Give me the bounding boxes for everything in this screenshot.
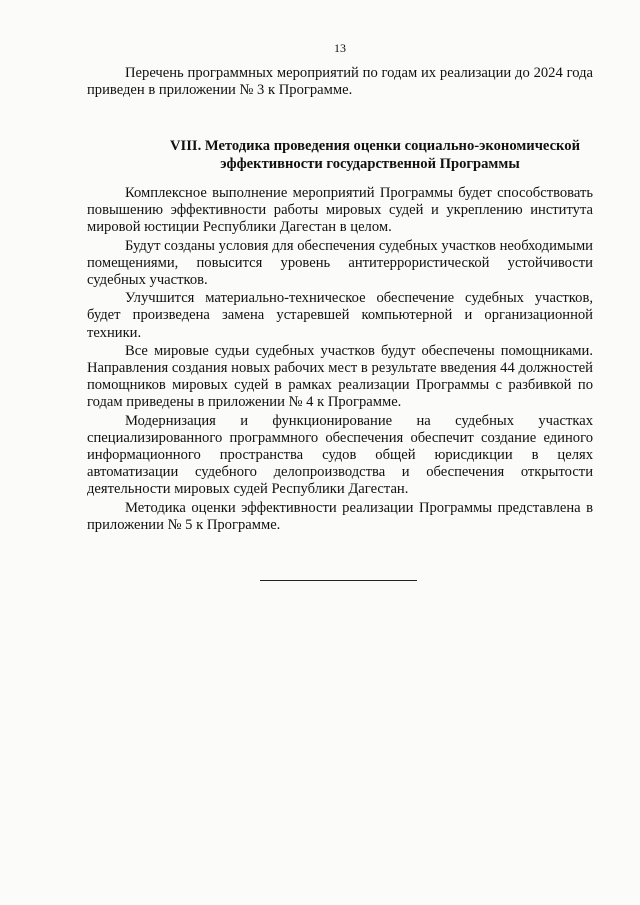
end-divider xyxy=(260,580,417,581)
paragraph-technical-support: Улучшится материально-техническое обеспечение судебных участков, будет произведена замена устаревшей компьютерной и организационной техники. xyxy=(87,290,593,341)
section-heading xyxy=(87,137,593,173)
paragraph-methodology-reference: Методика оценки эффективности реализации Программы представлена в приложении № 5 к Программе. xyxy=(87,499,593,533)
intro-paragraph: Перечень программных мероприятий по годам их реализации до 2024 года приведен в приложении № 3 к Программе. xyxy=(87,65,593,99)
section-heading-line-2: эффективности государственной Программы xyxy=(220,156,520,172)
section-body xyxy=(87,185,593,534)
paragraph-premises-conditions: Будут созданы условия для обеспечения судебных участков необходимыми помещениями, повысится уровень антитеррористической устойчивости судебных участков. xyxy=(87,237,593,289)
page-number: 13 xyxy=(334,41,346,55)
paragraph-assistants: Все мировые судьи судебных участков будут обеспечены помощниками. Направления создания новых рабочих мест в результате введения 44 должностей помощников мировых судей в рамках реализации Программы с разбивкой по годам приведены в приложении № 4 к Программе. xyxy=(87,342,593,411)
section-heading-line-1: VIII. Методика проведения оценки социально-экономической xyxy=(170,138,580,154)
intro-block xyxy=(87,65,593,99)
paragraph-software-modernization: Модернизация и функционирование на судебных участках специализированного программного обеспечения обеспечит создание единого информационного пространства судов общей юрисдикции в целях автоматизации судебного делопроизводства и обеспечения открытости деятельности мировых судей Республики Дагестан. xyxy=(87,412,593,498)
paragraph-complex-implementation: Комплексное выполнение мероприятий Программы будет способствовать повышению эффективности работы мировых судей и укреплению института мировой юстиции Республики Дагестан в целом. xyxy=(87,185,593,236)
